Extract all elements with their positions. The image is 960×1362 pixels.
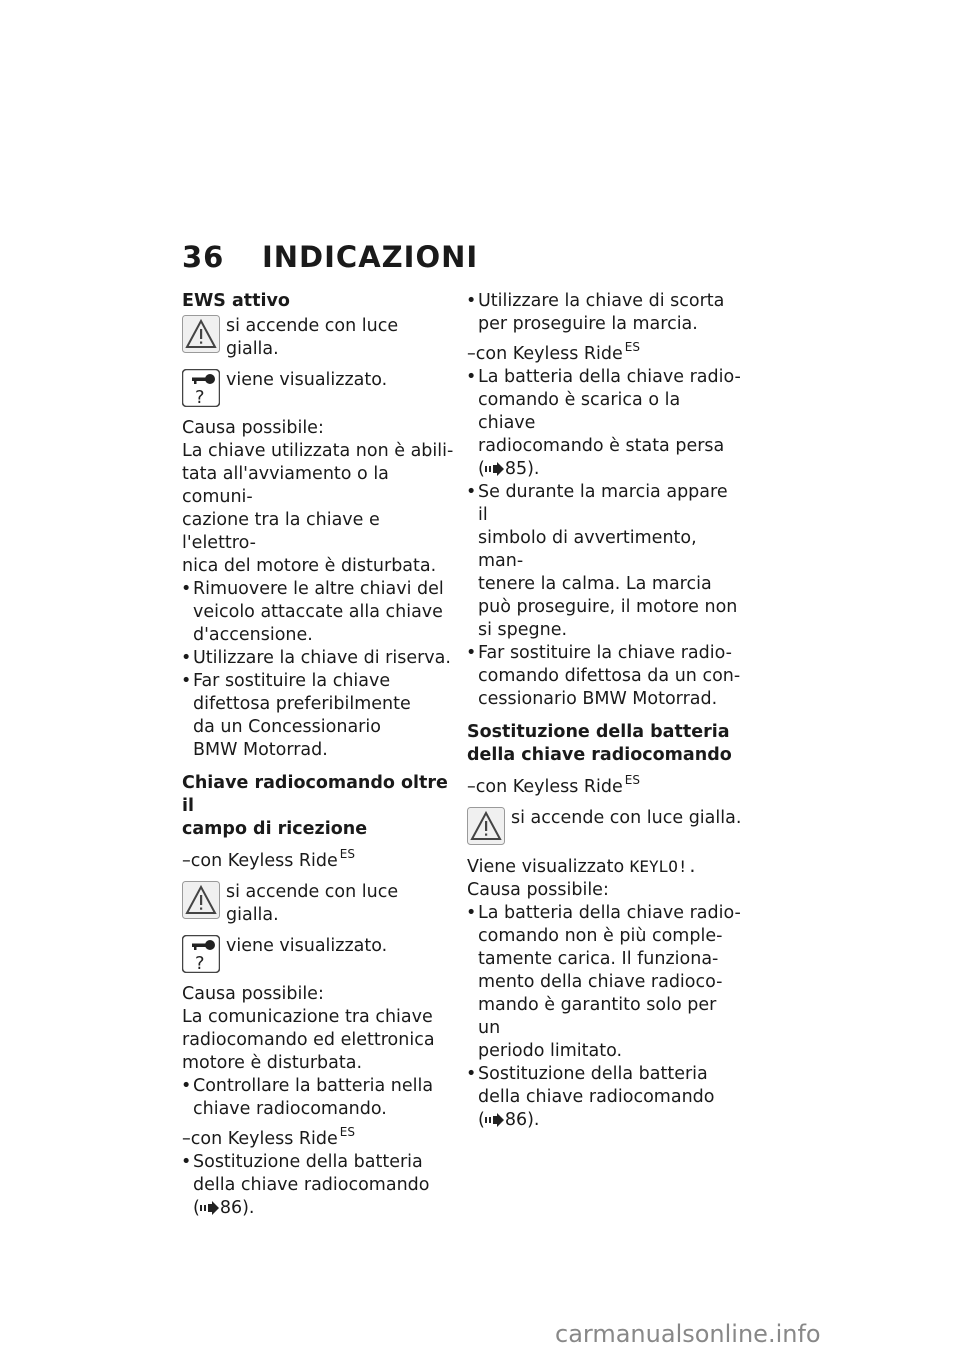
list-item-line: della chiave radiocomando <box>478 1087 715 1107</box>
list-item <box>467 902 742 1063</box>
page-ref-number[interactable]: 86). <box>504 1110 540 1130</box>
page-ref-number[interactable]: 86). <box>219 1198 255 1218</box>
list-item-line: • Utilizzare la chiave di scorta <box>478 291 725 311</box>
condition-line <box>182 843 454 873</box>
heading-line: campo di ricezione <box>182 819 368 839</box>
indicator-text: si accende con luce gialla. <box>511 808 742 828</box>
cause-text: cazione tra la chiave e l'elettro- <box>182 510 380 553</box>
watermark: carmanualsonline.info <box>555 1320 821 1348</box>
list-item-line: tenere la calma. La marcia <box>478 574 712 594</box>
list-item-line: d'accensione. <box>193 625 313 645</box>
svg-text:?: ? <box>195 953 205 973</box>
section-battery-title <box>467 721 742 767</box>
display-text-line <box>467 855 742 879</box>
list-item-line: può proseguire, il motore non <box>478 597 738 617</box>
page-header <box>182 240 478 274</box>
list-item-line: • Rimuovere le altre chiavi del <box>193 579 444 599</box>
cause-label: Causa possibile: <box>182 984 324 1004</box>
list-item <box>467 1063 742 1132</box>
warning-triangle-icon <box>182 881 220 919</box>
cause-text: tata all'avviamento o la comuni- <box>182 464 389 507</box>
indicator-text: viene visualizzato. <box>226 936 388 956</box>
list-item <box>182 578 454 647</box>
list-item-line: della chiave radiocomando <box>193 1175 430 1195</box>
list-item-line: mando è garantito solo per un <box>478 995 717 1038</box>
indicator-text: si accende con luce gialla. <box>226 882 399 925</box>
key-question-icon <box>182 369 220 407</box>
list-item-line: ( 85). <box>478 459 540 479</box>
heading-line: Chiave radiocomando oltre il <box>182 773 448 816</box>
condition-sup: ES <box>339 1125 355 1139</box>
cause-text: radiocomando ed elettronica <box>182 1030 435 1050</box>
condition-line <box>182 1121 454 1151</box>
display-code: KEYLO!. <box>629 857 698 876</box>
cause-label: Causa possibile: <box>182 418 324 438</box>
page-ref-arrow-icon <box>200 1201 220 1215</box>
page-title: INDICAZIONI <box>262 240 479 274</box>
list-item-line: • La batteria della chiave radio- <box>478 367 741 387</box>
list-item-line: difettosa preferibilmente <box>193 694 411 714</box>
list-item-line: chiave radiocomando. <box>193 1099 387 1119</box>
right-column <box>467 290 742 1132</box>
list-item <box>467 366 742 481</box>
list-item <box>467 290 742 336</box>
list-item-line: • La batteria della chiave radio- <box>478 903 741 923</box>
list-item-line: mento della chiave radioco- <box>478 972 723 992</box>
warning-indicator-row <box>182 315 454 361</box>
condition-line <box>467 769 742 799</box>
list-item-line: si spegne. <box>478 620 568 640</box>
key-indicator-row <box>182 935 454 975</box>
indicator-text: si accende con luce gialla. <box>226 316 399 359</box>
svg-text:?: ? <box>195 387 205 407</box>
list-item-line: ( 86). <box>478 1110 540 1130</box>
warning-indicator-row <box>467 807 742 847</box>
indicator-text: viene visualizzato. <box>226 370 388 390</box>
list-item-line: comando è scarica o la chiave <box>478 390 681 433</box>
cause-text: nica del motore è disturbata. <box>182 556 437 576</box>
warning-triangle-icon <box>467 807 505 845</box>
section-range-title <box>182 772 454 841</box>
list-item-line: • Far sostituire la chiave radio- <box>478 643 732 663</box>
list-item-line: • Sostituzione della batteria <box>193 1152 423 1172</box>
page-ref-arrow-icon <box>485 1113 505 1127</box>
cause-label: Causa possibile: <box>467 880 609 900</box>
list-item <box>182 1151 454 1220</box>
list-item <box>182 1075 454 1121</box>
left-column <box>182 290 454 1220</box>
list-item-line: • Sostituzione della batteria <box>478 1064 708 1084</box>
list-item-line: BMW Motorrad. <box>193 740 328 760</box>
list-item-line: per proseguire la marcia. <box>478 314 698 334</box>
display-text-prefix: Viene visualizzato <box>467 857 625 877</box>
list-item-line: • Utilizzare la chiave di riserva. <box>193 648 451 668</box>
condition-line <box>467 336 742 366</box>
cause-text: La comunicazione tra chiave <box>182 1007 433 1027</box>
list-item <box>467 481 742 642</box>
list-item-line: • Controllare la batteria nella <box>193 1076 434 1096</box>
list-item-line: ( 86). <box>193 1198 255 1218</box>
list-item-line: radiocomando è stata persa <box>478 436 725 456</box>
list-item-line: periodo limitato. <box>478 1041 623 1061</box>
condition-text: –con Keyless Ride <box>182 851 338 871</box>
warning-indicator-row <box>182 881 454 927</box>
page-ref-arrow-icon <box>485 462 505 476</box>
heading-line: della chiave radiocomando <box>467 745 732 765</box>
cause-text: motore è disturbata. <box>182 1053 363 1073</box>
list-item-line: da un Concessionario <box>193 717 381 737</box>
list-item-line: simbolo di avvertimento, man- <box>478 528 697 571</box>
list-item-line: comando difettosa da un con- <box>478 666 741 686</box>
section-ews-title: EWS attivo <box>182 291 290 311</box>
key-question-icon <box>182 935 220 973</box>
list-item-line: comando non è più comple- <box>478 926 723 946</box>
warning-triangle-icon <box>182 315 220 353</box>
condition-sup: ES <box>624 340 640 354</box>
page-number: 36 <box>182 240 225 274</box>
cause-text: La chiave utilizzata non è abili- <box>182 441 454 461</box>
page-ref-number[interactable]: 85). <box>504 459 540 479</box>
condition-text: –con Keyless Ride <box>467 344 623 364</box>
list-item-line: cessionario BMW Motorrad. <box>478 689 718 709</box>
list-item-line: • Far sostituire la chiave <box>193 671 391 691</box>
list-item-line: tamente carica. Il funziona- <box>478 949 719 969</box>
heading-line: Sostituzione della batteria <box>467 722 730 742</box>
list-item-line: • Se durante la marcia appare il <box>478 482 728 525</box>
list-item <box>467 642 742 711</box>
condition-sup: ES <box>624 773 640 787</box>
condition-text: –con Keyless Ride <box>467 777 623 797</box>
key-indicator-row <box>182 369 454 409</box>
list-item <box>182 647 454 670</box>
condition-sup: ES <box>339 847 355 861</box>
condition-text: –con Keyless Ride <box>182 1129 338 1149</box>
list-item-line: veicolo attaccate alla chiave <box>193 602 443 622</box>
list-item <box>182 670 454 762</box>
